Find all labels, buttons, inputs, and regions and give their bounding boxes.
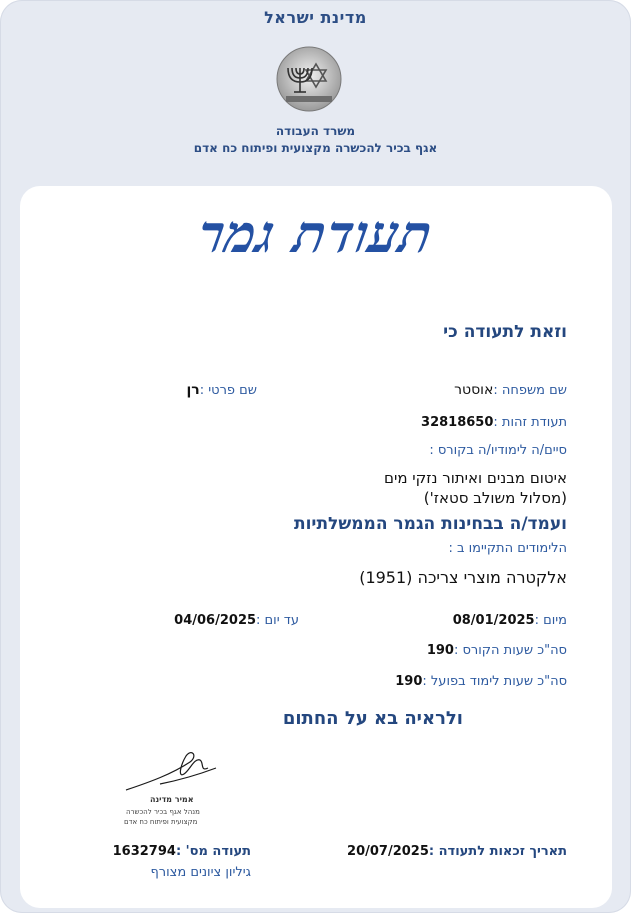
to-date-row bbox=[174, 609, 299, 628]
from-date-label: מיום : bbox=[534, 613, 567, 628]
ministry-name: משרד העבודה bbox=[275, 124, 356, 138]
to-date-label: עד יום : bbox=[256, 613, 299, 628]
held-at-label: הלימודים התקיימו ב : bbox=[448, 541, 567, 556]
entitlement-value: 20/07/2025 bbox=[347, 844, 429, 859]
institution-name: אלקטרה מוצרי צריכה (1951) bbox=[359, 568, 567, 587]
actual-hours-value: 190 bbox=[395, 674, 423, 689]
actual-hours-row bbox=[395, 670, 567, 689]
id-label: תעודת זהות : bbox=[493, 415, 567, 430]
to-date-value: 04/06/2025 bbox=[174, 613, 257, 628]
from-date-value: 08/01/2025 bbox=[452, 613, 535, 628]
menorah-star-emblem-icon bbox=[276, 46, 342, 112]
certificate-number-value: 1632794 bbox=[112, 844, 176, 859]
division-name: אגף בכיר להכשרה מקצועית ופיתוח כח אדם bbox=[193, 141, 438, 155]
from-date-row bbox=[453, 609, 567, 628]
surname-label: שם משפחה : bbox=[493, 383, 567, 398]
surname-row bbox=[454, 379, 567, 398]
certificate-number-row bbox=[113, 840, 251, 859]
signature-image bbox=[120, 738, 220, 796]
state-name: מדינת ישראל bbox=[264, 8, 367, 27]
course-track: (מסלול משולב סטאז') bbox=[423, 489, 567, 507]
course-hours-label: סה"כ שעות הקורס : bbox=[453, 643, 567, 658]
actual-hours-label: סה"כ שעות לימוד בפועל : bbox=[422, 674, 567, 689]
course-hours-value: 190 bbox=[426, 643, 454, 658]
entitlement-row bbox=[347, 840, 567, 859]
first-name-label: שם פרטי : bbox=[199, 383, 257, 398]
course-name: איטום מבנים ואיתור נזקי מים bbox=[384, 469, 567, 487]
signatory-name: אמיר מדינה bbox=[150, 795, 194, 804]
grades-sheet-note: גיליון ציונים מצורף bbox=[150, 865, 251, 880]
certify-heading: וזאת לתעודה כי bbox=[443, 322, 567, 342]
signatory-title-2: מקצועית ופיתוח כח אדם bbox=[124, 818, 198, 826]
certificate-number-label: תעודה מס' : bbox=[175, 844, 251, 859]
passed-exams: ועמד/ה בבחינות הגמר הממשלתיות bbox=[293, 514, 567, 534]
surname-value: אוסטר bbox=[454, 382, 494, 398]
first-name-row bbox=[186, 379, 257, 398]
id-value: 32818650 bbox=[421, 415, 494, 430]
signatory-title-1: מנהל אגף בכיר להכשרה bbox=[126, 808, 200, 816]
certificate-title: תעודת גמר bbox=[193, 204, 438, 265]
course-hours-row bbox=[427, 639, 567, 658]
entitlement-label: תאריך זכאות לתעודה : bbox=[428, 844, 567, 859]
id-row bbox=[421, 411, 567, 430]
completed-label: סיים/ה לימודיו/ה בקורס : bbox=[429, 443, 567, 458]
first-name-value: רן bbox=[186, 382, 200, 398]
seal-statement: ולראיה בא על החתום bbox=[282, 708, 463, 729]
